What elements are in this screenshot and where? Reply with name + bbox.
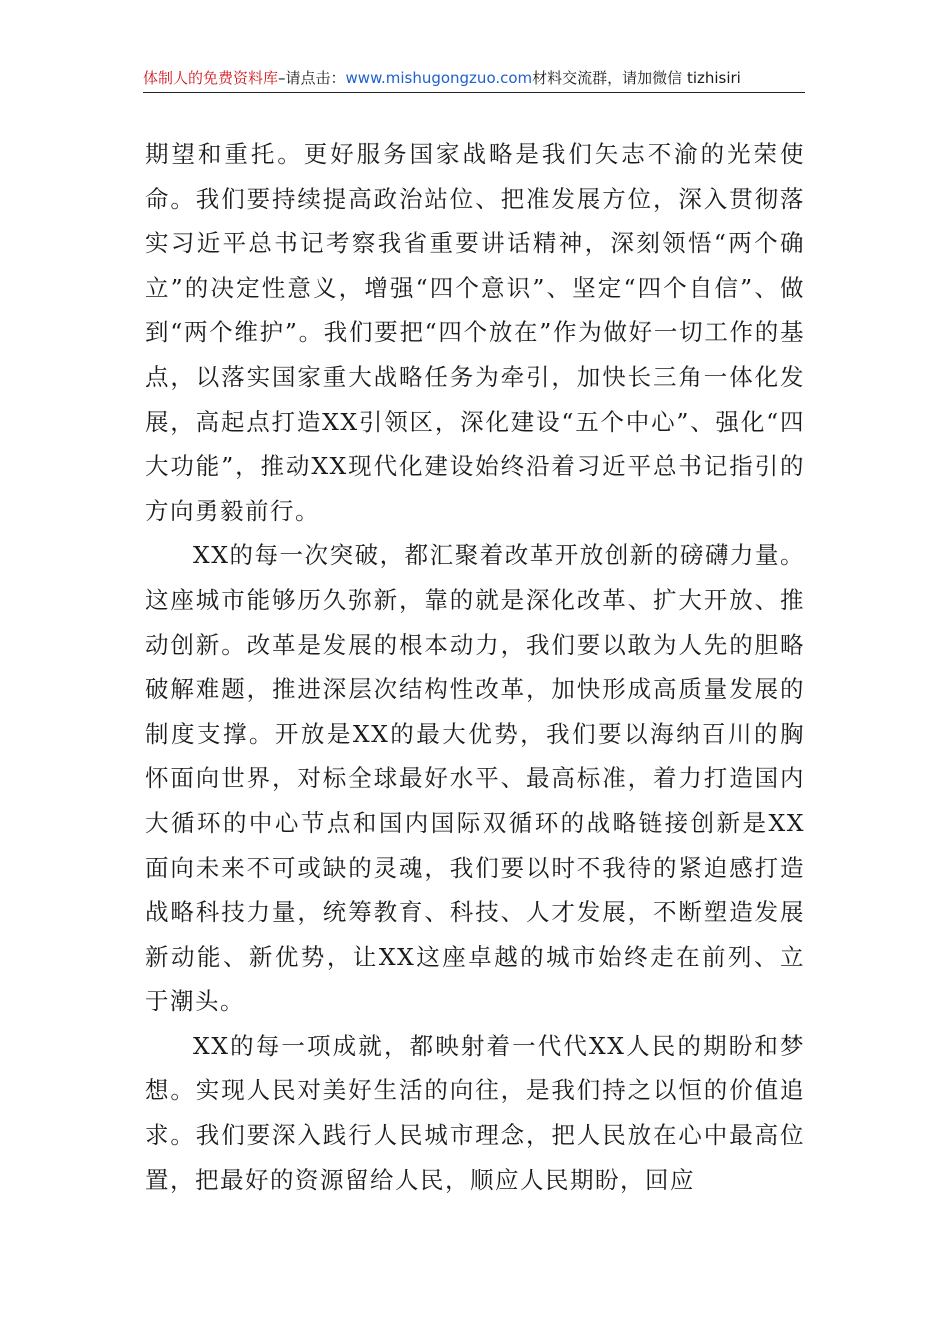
header-url-link[interactable]: www.mishugongzuo.com (345, 69, 533, 87)
paragraph: 期望和重托。更好服务国家战略是我们矢志不渝的光荣使命。我们要持续提高政治站位、把准发展方位，深入贯彻落实习近平总书记考察我省重要讲话精神，深刻领悟“两个确立”的决定性意义，增强“四个意识”、坚定“四个自信”、做到“两个维护”。我们要把“四个放在”作为做好一切工作的基点，以落实国家重大战略任务为牵引，加快长三角一体化发展，高起点打造XX引领区，深化建设“五个中心”、强化“四大功能”，推动XX现代化建设始终沿着习近平总书记指引的方向勇毅前行。 (145, 140, 805, 525)
header-note: 材料交流群，请加微信 tizhisiri (532, 69, 741, 87)
header-brand: 体制人的免费资料库 (143, 69, 279, 87)
page-header (143, 66, 805, 93)
header-prompt: –请点击： (278, 69, 346, 87)
paragraph: XX的每一项成就，都映射着一代代XX人民的期盼和梦想。实现人民对美好生活的向往，是我们持之以恒的价值追求。我们要深入践行人民城市理念，把人民放在心中最高位置，把最好的资源留给人民，顺应人民期盼，回应 (145, 1031, 805, 1194)
document-body (145, 132, 805, 1202)
paragraph: XX的每一次突破，都汇聚着改革开放创新的磅礴力量。这座城市能够历久弥新，靠的就是深化改革、扩大开放、推动创新。改革是发展的根本动力，我们要以敢为人先的胆略破解难题，推进深层次结构性改革，加快形成高质量发展的制度支撑。开放是XX的最大优势，我们要以海纳百川的胸怀面向世界，对标全球最好水平、最高标准，着力打造国内大循环的中心节点和国内国际双循环的战略链接创新是XX面向未来不可或缺的灵魂，我们要以时不我待的紧迫感打造战略科技力量，统筹教育、科技、人才发展，不断塑造发展新动能、新优势，让XX这座卓越的城市始终走在前列、立于潮头。 (145, 541, 805, 1016)
